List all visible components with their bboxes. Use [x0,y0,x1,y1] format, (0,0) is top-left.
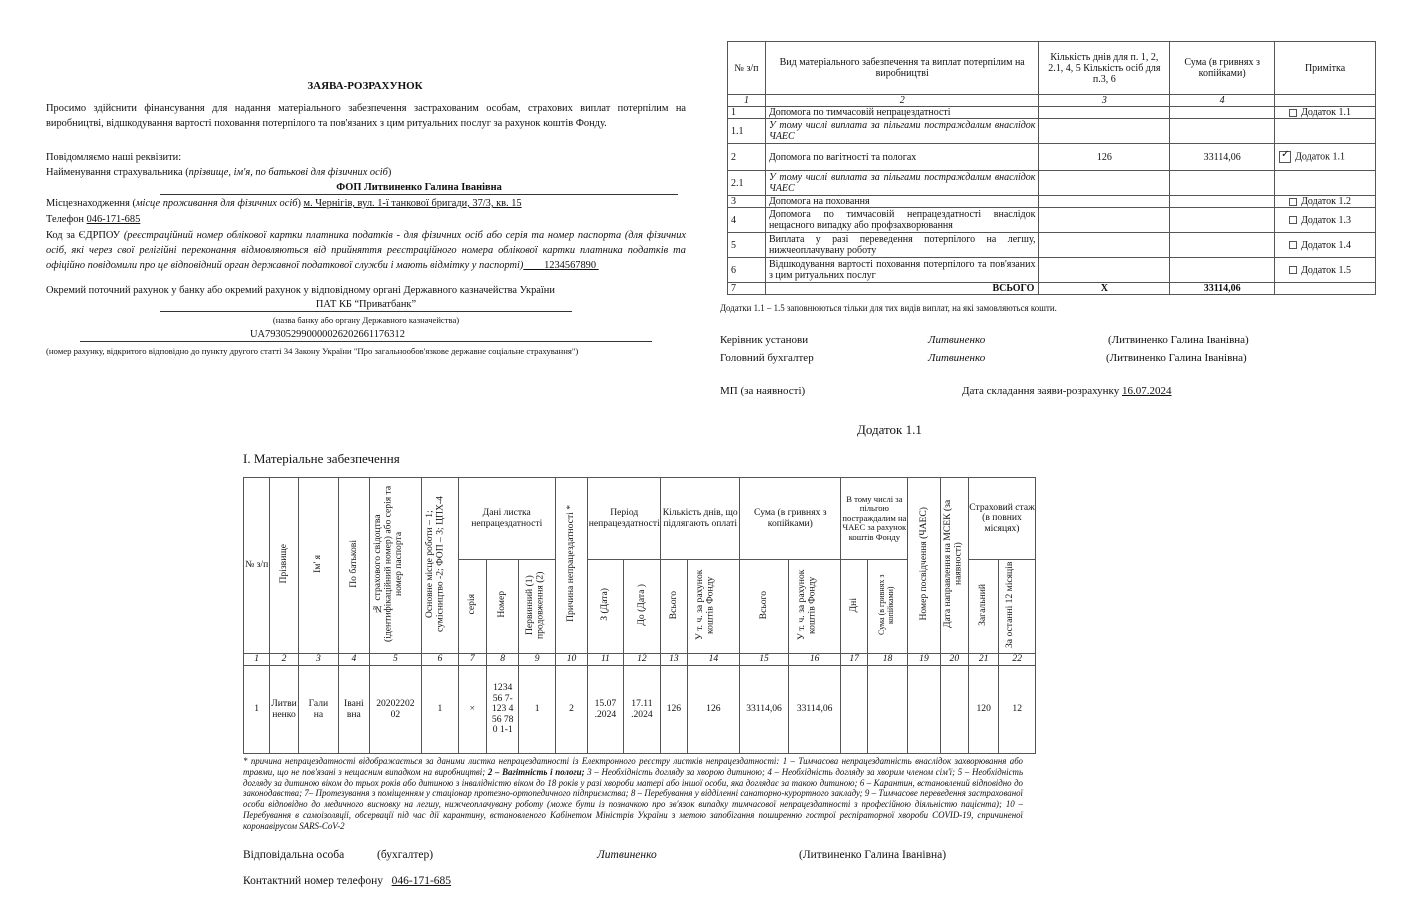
summary-num: 2.1 [728,171,766,196]
summary-colnum: 2 [765,95,1039,107]
summary-type: Відшкодування вартості поховання потерпілого та пов'язаних з цим ритуальних послуг [765,258,1039,283]
ap-chaes-cert [908,666,940,754]
account-label: Окремий поточний рахунок у банку або окремий рахунок у відповідному органі Державного казначейства України [46,285,555,296]
checkbox[interactable] [1289,109,1297,117]
ap-h-sum-fund: У т. ч. за рахунок коштів Фонду [795,569,818,640]
ap-sum-fund: 33114,06 [788,666,841,754]
summary-header-note: Примітка [1275,42,1376,95]
stamp-label: МП (за наявності) [720,385,806,397]
insurer-label-line [46,165,686,180]
checkbox-checked[interactable] [1279,151,1291,163]
details-intro: Повідомляємо наші реквізити: [46,152,182,163]
ap-h-reason: Причина непрацездатності * [565,505,577,623]
responsible-sign: Литвиненко [597,849,657,861]
summary-row [728,107,1376,119]
ap-h-msek: Дата направлення на МСЕК (за наявності) [942,499,964,628]
request-text: Просимо здійснити фінансування для надання матеріального забезпечення застрахованим особам, страхових виплат потерпілим на виробництві, відшкодування вартості поховання потерпілого та пов'язаних з цим ритуальних послуг за рахунок коштів Фонду. [46,103,686,129]
footnote-b: 2 – Вагітність і пологи; [487,766,585,777]
summary-days [1039,107,1170,119]
ap-number: 123456 7-123 456 780 1-1 [487,666,519,754]
summary-note [1275,171,1376,196]
appendix-colnum: 20 [940,654,968,666]
summary-row [728,233,1376,258]
appendix-colnum: 19 [908,654,940,666]
summary-colnum: 1 [728,95,766,107]
appendix-title: Додаток 1.1 [857,422,922,437]
summary-header-days: Кількість днів для п. 1, 2, 2.1, 4, 5 Кількість осіб для п.3, 6 [1039,42,1170,95]
summary-sum [1170,233,1275,258]
ap-h-from: З (Дата) [599,588,611,622]
ap-h-period: Період непрацездатності [588,478,661,560]
appendix-colnum: 12 [623,654,661,666]
ap-h-days-fund: У т. ч. за рахунок коштів Фонду [694,569,716,640]
summary-header-num: № з/п [728,42,766,95]
summary-num: 3 [728,196,766,208]
ap-name: Галина [298,666,339,754]
edrpou-value: 1234567890 [544,260,597,271]
appendix-section: І. Матеріальне забезпечення [243,451,400,466]
appendix-colnum: 10 [555,654,587,666]
ap-h-num: № з/п [244,478,270,654]
total-num: 7 [728,283,766,295]
summary-days [1039,258,1170,283]
phone-line [46,212,140,227]
ap-chaes-sum [867,666,908,754]
summary-days [1039,171,1170,196]
ap-exp-12: 12 [999,666,1036,754]
total-sum: 33114,06 [1170,283,1275,295]
location-label: Місцезнаходження ( [46,198,136,209]
head-sign: Литвиненко [928,334,986,346]
appendix-footnote [243,756,1023,832]
footnote-c: 3 – Необхідність догляду за хворою дитиною; 4 – Необхідність догляду за хворим членом сім'ї; 5 – Необхідність догляду за дитиною віком до трьох років або дитиною з інвалідністю віком до 18 років у разі хвороби матері або іншої особи, яка доглядає за такою дитиною; 6 – Карантин, встановлений відповідно до законодавства; 7– Протезування з поміщенням у стаціонар протезно-ортопедичного підприємства; 8 – Перебування у відділенні санаторно-курортного закладу; 9 – Тимчасове переведення застрахованої особи відповідно до медичного висновку на легшу, нижчеоплачувану роботу (може бути із позначкою про зв'язок випадку тимчасової непрацездатності з професійною діяльністю пацієнта); 10 – Перебування в самоізоляції, обсервації під час дії карантину, встановленого Кабінетом Міністрів України з метою запобігання поширенню гострої респіраторної хвороби COVID-19, спричиненої коронавірусом SARS-CoV-2 [243,766,1023,831]
location-hint: місце проживання для фізичних осіб [135,198,298,209]
claim-title: ЗАЯВА-РОЗРАХУНОК [307,80,423,92]
accountant-name: (Литвиненко Галина Іванівна) [1106,352,1247,364]
phone-value: 046-171-685 [86,214,141,225]
location-value: м. Чернігів, вул. 1-ї танкової бригади, 37/3, кв. 15 [303,198,522,209]
appendix-colnum: 8 [487,654,519,666]
head-name: (Литвиненко Галина Іванівна) [1108,334,1249,346]
appendix-colnum: 2 [270,654,298,666]
ap-h-experience: Страховий стаж (в повних місяцях) [969,478,1036,560]
summary-sum [1170,208,1275,233]
ap-h-chaes-sum: Сума (в гривнях з копійками) [876,574,895,635]
appendix-colnum: 3 [298,654,339,666]
summary-row [728,258,1376,283]
ap-h-patronymic: По батькові [347,539,359,588]
summary-sum [1170,171,1275,196]
edrpou-label: Код за ЄДРПОУ [46,230,121,241]
ap-chaes-days [841,666,867,754]
accountant-sign: Литвиненко [928,352,986,364]
appendix-colnum: 21 [969,654,999,666]
edrpou-block [46,228,686,273]
summary-footnote: Додатки 1.1 – 1.5 заповнюються тільки для тих видів виплат, на які замовляються кошти. [720,303,1057,313]
appendix-colnum: 18 [867,654,908,666]
appendix-colnum: 22 [999,654,1036,666]
ap-exp-total: 120 [969,666,999,754]
summary-num: 1 [728,107,766,119]
summary-header-type: Вид матеріального забезпечення та виплат потерпілим на виробництві [765,42,1039,95]
ap-h-insurance-id: № страхового свідоцтва (ідентифікаційний номер) або серія та номер паспорта [372,485,405,642]
note-label: Додаток 1.1 [1301,107,1351,118]
note-label: Додаток 1.2 [1301,196,1351,207]
checkbox[interactable] [1289,266,1297,274]
summary-type: У тому числі виплата за пільгами постраждалим внаслідок ЧАЕС [765,119,1039,144]
ap-reason: 2 [555,666,587,754]
checkbox[interactable] [1289,241,1297,249]
summary-type: Допомога по вагітності та пологах [765,144,1039,171]
summary-colnum: 4 [1170,95,1275,107]
total-note [1275,283,1376,295]
ap-h-work-place: Основне місце роботи – 1; сумісництво -2; ФОП – 3; ЦПХ-4 [423,495,446,632]
accountant-label: Головний бухгалтер [720,352,814,364]
summary-colnum [1275,95,1376,107]
summary-days: 126 [1039,144,1170,171]
appendix-colnum: 11 [588,654,623,666]
ap-series: × [458,666,486,754]
note-label: Додаток 1.1 [1295,151,1345,163]
summary-row [728,171,1376,196]
summary-row [728,144,1376,171]
insurer-hint: прізвище, ім'я, по батькові для фізичних осіб [188,167,388,178]
summary-note [1275,208,1376,233]
appendix-colnum: 15 [740,654,789,666]
appendix-colnum: 17 [841,654,867,666]
summary-note [1275,119,1376,144]
ap-days-fund: 126 [687,666,740,754]
summary-colnum: 3 [1039,95,1170,107]
ap-h-exp-12: За останні 12 місяців [1004,561,1016,648]
summary-header-sum: Сума (в гривнях з копійками) [1170,42,1275,95]
appendix-colnum: 5 [369,654,422,666]
ap-msek-date [940,666,968,754]
summary-note [1275,144,1376,171]
ap-num: 1 [244,666,270,754]
insurer-label: Найменування страхувальника ( [46,167,189,178]
note-label: Додаток 1.4 [1301,239,1351,251]
summary-type: Виплата у разі переведення потерпілого на легшу, нижчеоплачувану роботу [765,233,1039,258]
date-value: 16.07.2024 [1122,385,1172,397]
summary-days [1039,119,1170,144]
ap-work-place: 1 [422,666,458,754]
ap-h-to: До (Дата ) [635,583,647,626]
ap-h-primary: Первинний (1) продовження (2) [524,571,546,639]
ap-h-chaes-days: Дні [847,597,859,612]
phone-label: Телефон [46,214,84,225]
location-line [46,196,686,211]
summary-num: 4 [728,208,766,233]
checkbox[interactable] [1289,216,1297,224]
ap-surname: Литвиненко [270,666,298,754]
ap-sum-total: 33114,06 [740,666,789,754]
summary-note [1275,107,1376,119]
summary-row [728,208,1376,233]
appendix-colnum: 6 [422,654,458,666]
ap-primary: 1 [519,666,555,754]
location-label-end: ) [297,198,301,209]
ap-h-sum-total: Всього [757,590,769,619]
summary-num: 5 [728,233,766,258]
ap-days-total: 126 [661,666,687,754]
summary-sum: 33114,06 [1170,144,1275,171]
summary-body [728,107,1376,283]
ap-insurance-id: 2020220202 [369,666,422,754]
summary-type: Допомога по тимчасовій непрацездатності [765,107,1039,119]
ap-h-days: Кількість днів, що підлягають оплаті [661,478,740,560]
contact-value: 046-171-685 [391,875,452,887]
ap-h-chaes-cert: Номер посвідчення (ЧАЕС) [917,506,929,621]
responsible-label: Відповідальна особа [243,849,345,861]
summary-note [1275,233,1376,258]
ap-h-sick-list: Дані листка непрацездатності [458,478,555,560]
total-days: Х [1039,283,1170,295]
appendix-colnum: 7 [458,654,486,666]
date-label: Дата складання заяви-розрахунку [962,385,1120,397]
appendix-colnum: 16 [788,654,841,666]
ap-h-series: серія [466,594,478,615]
ap-h-number: Номер [496,591,508,619]
edrpou-hint: (реєстраційний номер облікової картки платника податків - для фізичних осіб або серія та номер паспорта (для фізичних осіб, які через свої релігійні переконання відмовляються від прийняття реєстраційного номера облікової картки платника податків та офіційно повідомили про це відповідний орган державної податкової служби і мають відмітку у паспорті) [46,230,686,271]
summary-sum [1170,258,1275,283]
appendix-colnum-row [244,654,1036,666]
summary-type: У тому числі виплата за пільгами постраждалим внаслідок ЧАЕС [765,171,1039,196]
appendix-table [243,477,1036,754]
iban-caption: (номер рахунку, відкритого відповідно до пункту другого статті 34 Закону України "Про загальнообов'язкове державне соціальне страхування") [46,346,579,356]
date-line [962,384,1172,399]
summary-sum [1170,107,1275,119]
ap-h-surname: Прізвище [277,544,289,584]
summary-sum [1170,119,1275,144]
note-label: Додаток 1.3 [1301,214,1351,226]
appendix-colnum: 14 [687,654,740,666]
appendix-colnum: 1 [244,654,270,666]
summary-days [1039,233,1170,258]
summary-note [1275,196,1376,208]
summary-days [1039,208,1170,233]
summary-days [1039,196,1170,208]
checkbox[interactable] [1289,198,1297,206]
ap-h-name: Ім' я [312,554,324,573]
summary-note [1275,258,1376,283]
ap-patronymic: Іванівна [339,666,369,754]
total-label: ВСЬОГО [765,283,1039,295]
ap-h-exp-total: Загальний [977,583,989,626]
summary-table [727,41,1376,295]
note-label: Додаток 1.5 [1301,264,1351,276]
footnote-a: * причина непрацездатності відображається за даними листка непрацездатності із Електронного реєстру листків непрацездатності: 1 – Тимчасова непрацездатність внаслідок захворювання або травми, що не пов'язані з нещасним випадком на виробництві; [243,756,1023,777]
iban: UA793052990000026202661176312 [80,328,652,342]
summary-total-row [728,283,1376,295]
appendix-colnum: 4 [339,654,369,666]
ap-to: 17.11 .2024 [623,666,661,754]
responsible-name: (Литвиненко Галина Іванівна) [799,849,947,861]
contact-label: Контактний номер телефону [243,875,383,887]
head-label: Керівник установи [720,334,809,346]
summary-row [728,119,1376,144]
ap-h-days-total: Всього [667,590,679,619]
summary-type: Допомога на поховання [765,196,1039,208]
contact-line [243,875,451,887]
summary-num: 6 [728,258,766,283]
summary-type: Допомога по тимчасовій непрацездатності внаслідок нещасного випадку або профзахворювання [765,208,1039,233]
bank-caption: (назва банку або органу Державного казначейства) [272,315,460,325]
appendix-colnum: 9 [519,654,555,666]
appendix-data-row [244,666,1036,754]
insurer-label-end: ) [387,167,392,178]
insurer-name: ФОП Литвиненко Галина Іванівна [160,181,678,195]
ap-h-chaes: В тому числі за пільгою постраждалим на ЧАЕС за рахунок коштів Фонду [841,478,908,560]
ap-from: 15.07 .2024 [588,666,623,754]
summary-sum [1170,196,1275,208]
ap-h-sum: Сума (в гривнях з копійками) [740,478,841,560]
appendix-colnum: 13 [661,654,687,666]
summary-num: 2 [728,144,766,171]
summary-row [728,196,1376,208]
bank-name: ПАТ КБ “Приватбанк” [160,298,572,312]
summary-num: 1.1 [728,119,766,144]
responsible-role: (бухгалтер) [377,849,434,861]
